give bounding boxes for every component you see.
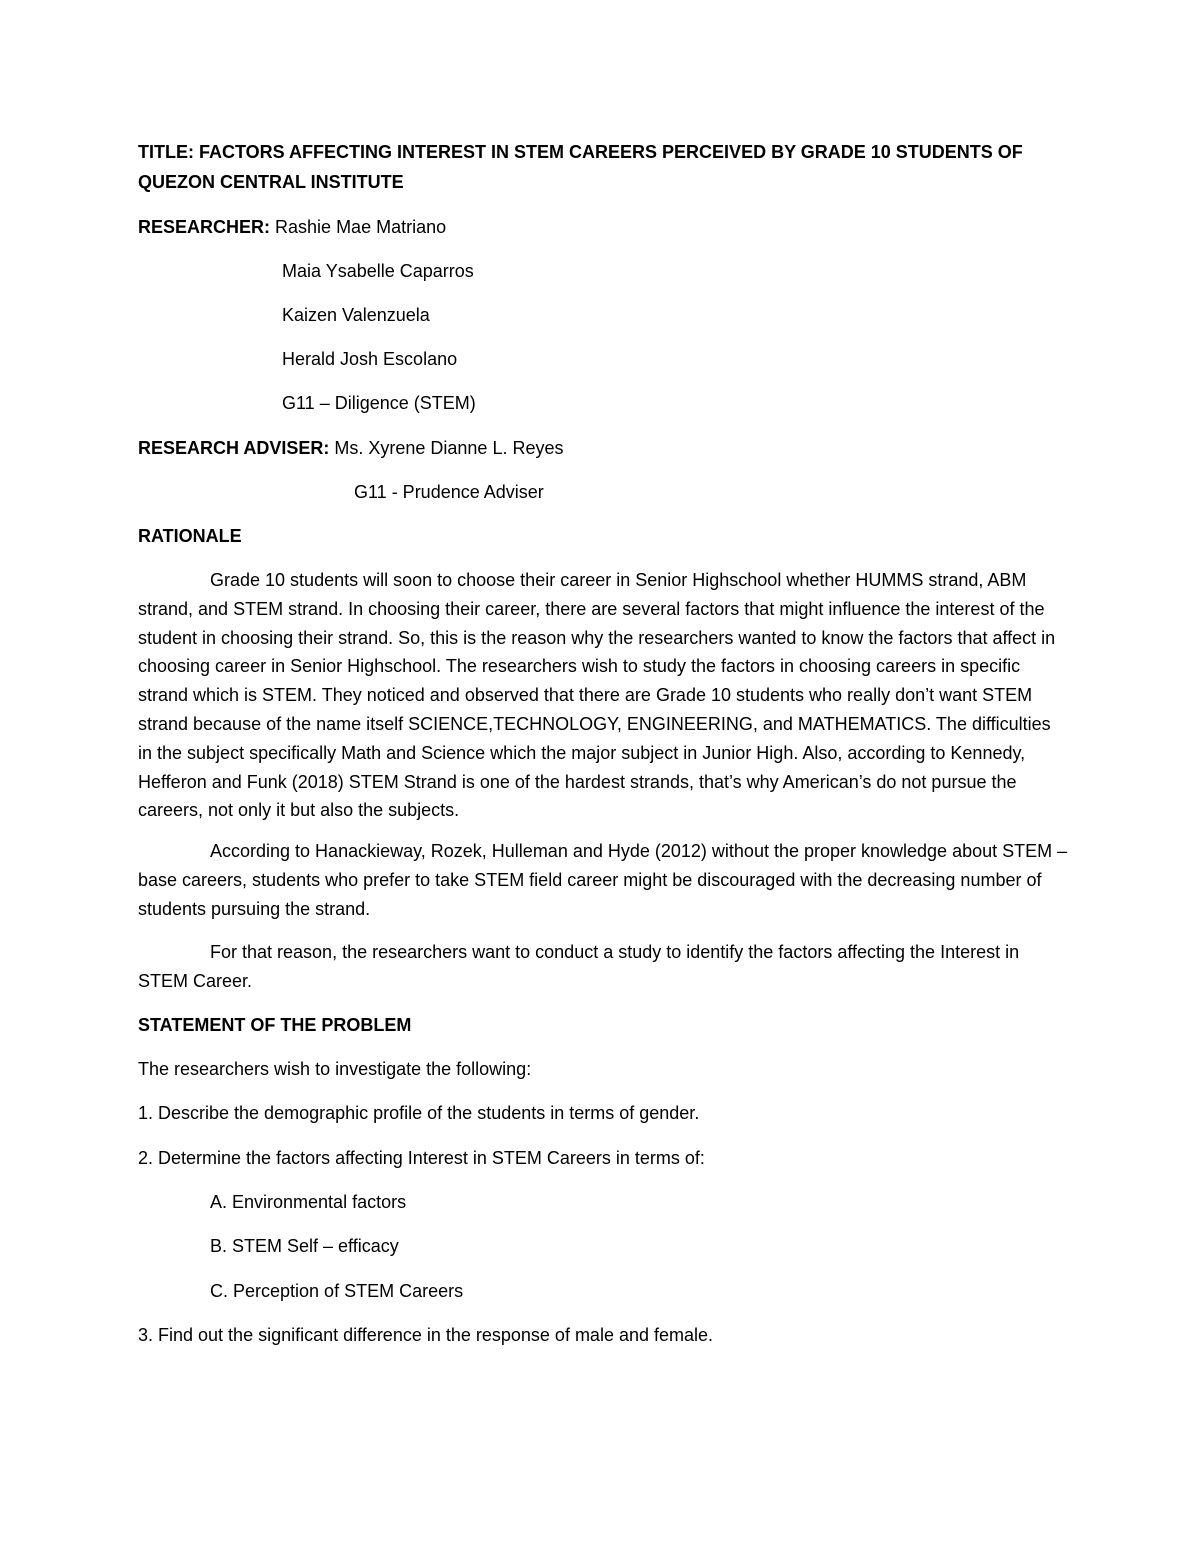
title-text-1: FACTORS AFFECTING INTEREST IN STEM CAREERS PERCEIVED BY GRADE 10 STUDENTS OF [199,142,1023,162]
rationale-paragraph-1: Grade 10 students will soon to choose their career in Senior Highschool whether HUMMS strand, ABM strand, and STEM strand. In choosing their career, there are several factors that might influence the interest of the student in choosing their strand. So, this is the reason why the researchers wanted to know the factors that affect in choosing career in Senior Highschool. The researchers wish to study the factors in choosing careers in specific strand which is STEM. They noticed and observed that there are Grade 10 students who really don’t want STEM strand because of the name itself SCIENCE,TECHNOLOGY, ENGINEERING, and MATHEMATICS. The difficulties in the subject specifically Math and Science which the major subject in Junior High. Also, according to Kennedy, Hefferon and Funk (2018) STEM Strand is one of the hardest strands, that’s why American’s do not pursue the careers, not only it but also the subjects. [138,570,1056,821]
problem-item-1: 1. Describe the demographic profile of the students in terms of gender. [138,1103,700,1123]
title-line-1 [138,141,1023,163]
problem-intro: The researchers wish to investigate the following: [138,1059,532,1079]
adviser-role: G11 - Prudence Adviser [354,482,544,502]
adviser-label: RESEARCH ADVISER: [138,438,330,458]
researcher-name-2: Maia Ysabelle Caparros [282,261,474,281]
researcher-name-1: Rashie Mae Matriano [275,217,447,237]
adviser-name: Ms. Xyrene Dianne L. Reyes [334,438,564,458]
title-label: TITLE: [138,142,194,162]
researcher-line [138,216,446,238]
researcher-label: RESEARCHER: [138,217,271,237]
problem-subitem-a: A. Environmental factors [210,1192,407,1212]
rationale-paragraph-2: According to Hanackieway, Rozek, Hulleman and Hyde (2012) without the proper knowledge about STEM – base careers, students who prefer to take STEM field career might be discouraged with the decreasing number of students pursuing the strand. [138,841,1068,919]
researcher-section: G11 – Diligence (STEM) [282,393,476,413]
problem-item-2: 2. Determine the factors affecting Interest in STEM Careers in terms of: [138,1148,705,1168]
researcher-name-4: Herald Josh Escolano [282,349,458,369]
problem-subitem-c: C. Perception of STEM Careers [210,1281,464,1301]
researcher-name-3: Kaizen Valenzuela [282,305,430,325]
adviser-line [138,437,563,459]
rationale-heading: RATIONALE [138,526,242,546]
title-line-2: QUEZON CENTRAL INSTITUTE [138,172,404,192]
rationale-paragraph-3: For that reason, the researchers want to conduct a study to identify the factors affecting the Interest in STEM Career. [138,942,1020,991]
problem-heading: STATEMENT OF THE PROBLEM [138,1015,412,1035]
problem-subitem-b: B. STEM Self – efficacy [210,1236,399,1256]
problem-item-3: 3. Find out the significant difference in the response of male and female. [138,1325,714,1345]
